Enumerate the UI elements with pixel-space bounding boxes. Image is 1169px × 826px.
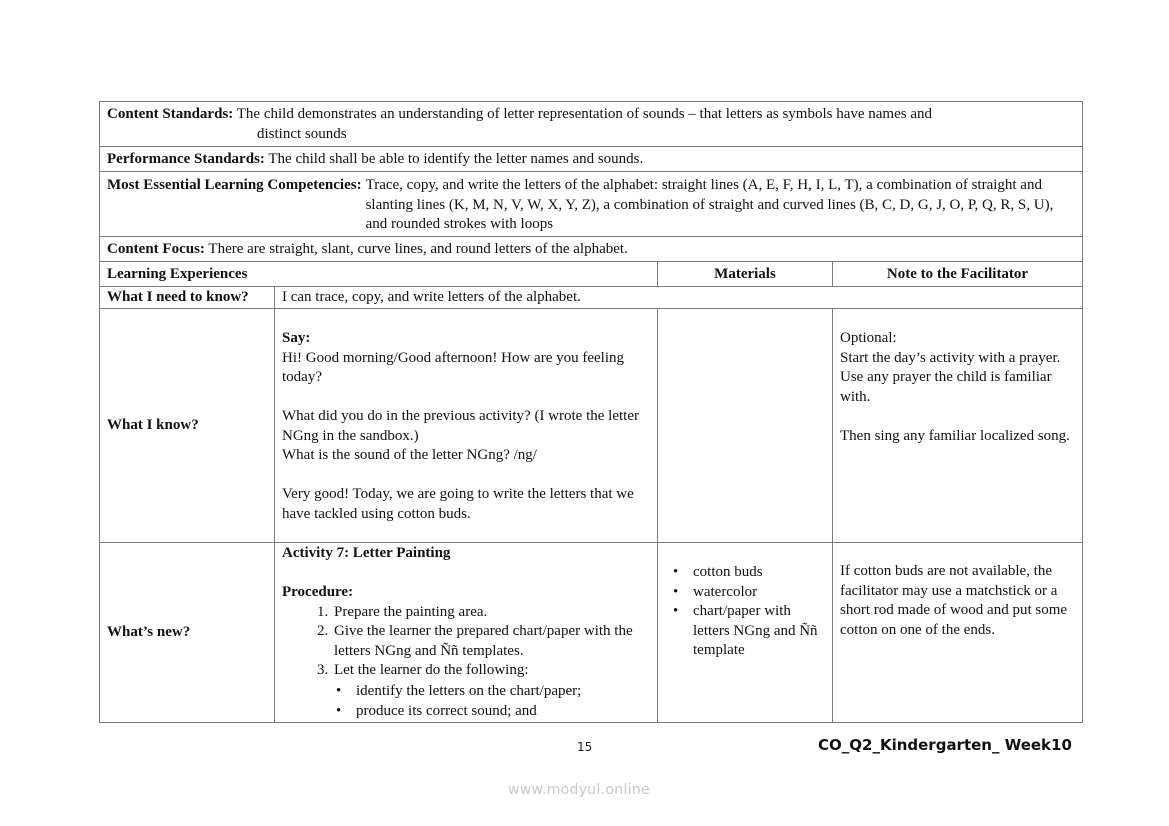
i-know-line: Hi! Good morning/Good afternoon! How are you feeling today? xyxy=(282,349,624,385)
performance-standards-text: The child shall be able to identify the letter names and sounds. xyxy=(268,151,644,167)
material-item: • chart/paper with letters NGng and Ññ template xyxy=(693,602,825,661)
lesson-table xyxy=(99,101,1083,723)
content-standards-row xyxy=(100,102,1083,147)
say-label: Say: xyxy=(282,330,311,346)
content-focus-text: There are straight, slant, curve lines, and round letters of the alphabet. xyxy=(208,241,628,257)
whats-new-row xyxy=(100,543,1083,723)
melc-text: Trace, copy, and write the letters of the alphabet: straight lines (A, E, F, H, I, L, T), a combination of straight and slanting lines (K, M, N, V, W, X, Y, Z), a combination of straight and curved lines (B, C, D, G, J, O, P, Q, R, S, U), and rounded strokes with loops xyxy=(365,177,1054,232)
need-to-know-row xyxy=(100,287,1083,309)
procedure-step-text: Let the learner do the following: xyxy=(334,662,529,678)
materials-list xyxy=(665,563,825,661)
melc-label: Most Essential Learning Competencies: xyxy=(107,177,362,193)
performance-standards-row xyxy=(100,147,1083,172)
melc-row xyxy=(100,172,1083,237)
procedure-step: 2. Give the learner the prepared chart/paper with the letters NGng and Ññ templates. xyxy=(332,622,650,661)
watermark: www.modyul.online xyxy=(508,782,650,798)
content-focus-row xyxy=(100,237,1083,262)
sub-steps xyxy=(334,682,650,722)
i-know-line: Very good! Today, we are going to write the letters that we have tackled using cotton buds. xyxy=(282,486,634,522)
whats-new-label: What’s new? xyxy=(107,623,191,640)
page-number: 15 xyxy=(577,740,593,754)
content-standards-label: Content Standards: xyxy=(107,106,234,122)
whats-new-note: If cotton buds are not available, the facilitator may use a matchstick or a short rod made of wood and put some cotton on one of the ends. xyxy=(833,543,1083,723)
content-focus-label: Content Focus: xyxy=(107,241,205,257)
i-know-note-line: Start the day’s activity with a prayer. Use any prayer the child is familiar with. xyxy=(840,349,1061,405)
procedure-steps xyxy=(282,603,650,722)
performance-standards-label: Performance Standards: xyxy=(107,151,265,167)
procedure-step: 1. Prepare the painting area. xyxy=(332,603,650,623)
i-know-row xyxy=(100,309,1083,543)
need-to-know-label: What I need to know? xyxy=(107,289,249,305)
i-know-materials xyxy=(658,309,833,543)
i-know-note-line: Optional: xyxy=(840,330,897,346)
i-know-line: What is the sound of the letter NGng? /ng/ xyxy=(282,447,537,463)
procedure-step xyxy=(332,661,650,722)
i-know-line: What did you do in the previous activity? (I wrote the letter NGng in the sandbox.) xyxy=(282,408,639,444)
content-standards-text: The child demonstrates an understanding of letter representation of sounds – that letters as symbols have names and xyxy=(236,106,932,122)
table-header-row xyxy=(100,262,1083,287)
i-know-label: What I know? xyxy=(107,416,199,433)
module-code: CO_Q2_Kindergarten_ Week10 xyxy=(818,736,1072,754)
i-know-note-line: Then sing any familiar localized song. xyxy=(840,427,1070,444)
content-standards-text-cont: distinct sounds xyxy=(257,125,347,142)
content-standards xyxy=(107,105,1075,125)
sub-step: • produce its correct sound; and xyxy=(356,702,650,722)
material-item: • watercolor xyxy=(693,583,825,603)
sub-step: • identify the letters on the chart/paper; xyxy=(356,682,650,702)
activity-title: Activity 7: Letter Painting xyxy=(282,545,451,561)
header-materials: Materials xyxy=(714,266,776,282)
header-learning-experiences: Learning Experiences xyxy=(107,266,248,282)
need-to-know-text: I can trace, copy, and write letters of the alphabet. xyxy=(275,287,1083,309)
procedure-label: Procedure: xyxy=(282,584,354,600)
material-item: • cotton buds xyxy=(693,563,825,583)
header-note: Note to the Facilitator xyxy=(886,266,1029,282)
